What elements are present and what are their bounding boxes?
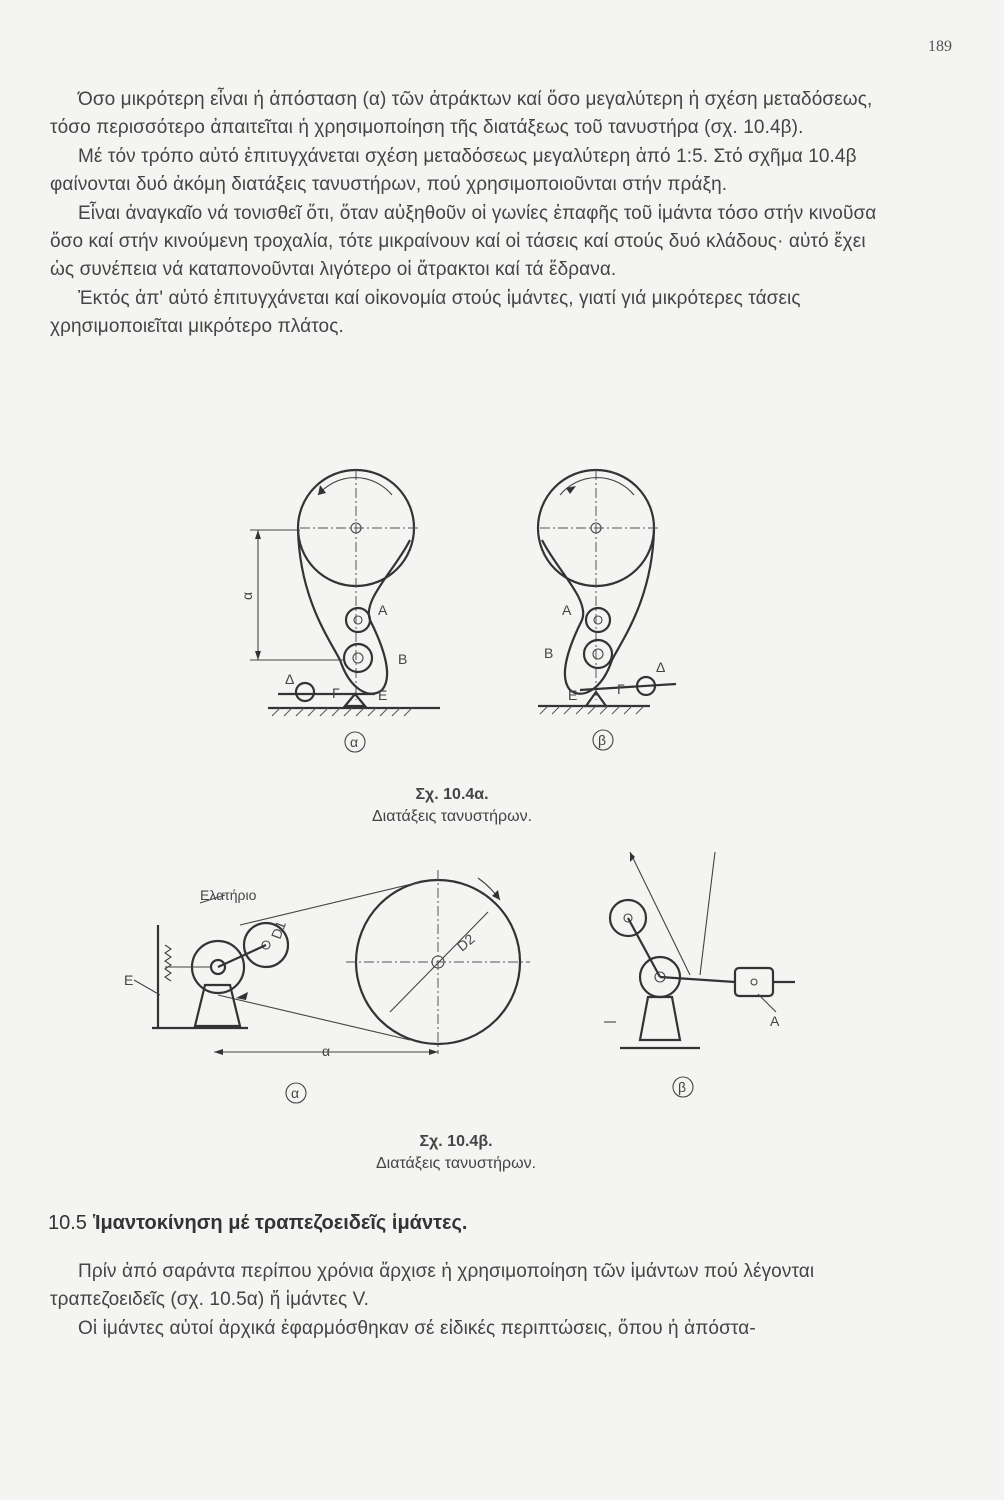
caption-number: Σχ. 10.4α.: [415, 786, 489, 803]
lever: [660, 977, 735, 982]
label-D: Δ: [285, 671, 295, 687]
section-heading: [48, 1212, 467, 1235]
label-alpha: α: [239, 591, 255, 600]
bearing-stand: [195, 985, 240, 1026]
section-title: Ἱμαντοκίνηση μέ τραπεζοειδεῖς ἱμάντες.: [92, 1212, 468, 1234]
caption-title: Διατάξεις τανυστήρων.: [375, 1155, 537, 1172]
label-A: A: [562, 602, 572, 618]
belt-right: [700, 852, 715, 975]
tension-pulley: [586, 608, 610, 632]
figure-caption-10-4a: [302, 784, 602, 828]
counterweight: [735, 968, 773, 996]
belt-lower: [218, 995, 410, 1040]
belt-upper: [240, 882, 420, 925]
label-D1: D1: [267, 918, 289, 942]
label-E: E: [378, 687, 388, 703]
label-G: Γ: [332, 685, 340, 701]
tensioner-diagram-a: [239, 470, 440, 752]
label-D2: D2: [453, 930, 478, 955]
pivot-support: [345, 694, 365, 706]
label-E: E: [124, 972, 134, 988]
paragraph: Όσο μικρότερη εἶναι ἡ ἀπόσταση (α) τῶν ἀτράκτων καί ὅσο μεγαλύτερη ἡ σχέση μεταδόσεως, τόσο περισσότερο ἀπαιτεῖται ἡ χρησιμοποίηση τῆς διατάξεως τοῦ τανυστήρα (σχ. 10.4β).: [50, 89, 873, 139]
spring-tensioner-diagram: [124, 870, 530, 1103]
label-A: A: [378, 602, 388, 618]
figure-caption-10-4b: [306, 1131, 606, 1175]
paragraph: Μέ τόν τρόπο αὐτό ἐπιτυγχάνεται σχέση μεταδόσεως μεγαλύτερη ἀπό 1:5. Στό σχῆμα 10.4β φαίνονται δυό ἀκόμη διατάξεις τανυστήρων, πού χρησιμοποιοῦνται στήν πράξη.: [50, 145, 857, 196]
tensioner-diagram-b: [538, 470, 676, 750]
section-number: 10.5: [48, 1212, 87, 1234]
label-B: B: [544, 645, 554, 661]
spring: [165, 945, 171, 981]
rotation-arrow: [318, 478, 392, 495]
paragraph: Πρίν ἀπό σαράντα περίπου χρόνια ἄρχισε ἡ χρησιμοποίηση τῶν ἱμάντων πού λέγονται τραπεζοειδεῖς (σχ. 10.5α) ἤ ἱμάντες V.: [50, 1261, 815, 1311]
body-text-bottom: [50, 1258, 880, 1343]
bearing-stand: [640, 997, 680, 1040]
paragraph: Εἶναι ἀναγκαῖο νά τονισθεῖ ὅτι, ὅταν αὐξηθοῦν οἱ γωνίες ἐπαφῆς τοῦ ἱμάντα τόσο στήν κινοῦσα ὅσο καί στήν κινούμενη τροχαλία, τότε μικραίνουν καί οἱ τάσεις καί στούς δυό κλάδους· αὐτό ἔχει ὡς συνέπεια νά καταπονοῦνται λιγότερο οἱ ἄτρακτοι καί τά ἕδρανα.: [50, 202, 877, 281]
label-G: Γ: [617, 681, 625, 697]
tension-pulley: [346, 608, 370, 632]
panel-label-a: α: [350, 734, 359, 750]
label-B: B: [398, 651, 408, 667]
caption-number: Σχ. 10.4β.: [419, 1133, 493, 1150]
label-spring: Ελατήριο: [200, 887, 257, 903]
belt: [542, 530, 654, 694]
caption-title: Διατάξεις τανυστήρων.: [371, 808, 533, 825]
label-A: A: [770, 1013, 780, 1029]
label-alpha: α: [322, 1043, 331, 1059]
paragraph: Ἐκτός ἀπ' αὐτό ἐπιτυγχάνεται καί οἰκονομία στούς ἱμάντες, γιατί γιά μικρότερες τάσεις χρησιμοποιεῖται μικρότερο πλάτος.: [50, 287, 801, 338]
panel-label-a: α: [291, 1085, 300, 1101]
label-E: E: [568, 687, 578, 703]
belt: [298, 530, 410, 694]
weight: [296, 683, 314, 701]
driven-pulley: [344, 644, 372, 672]
tension-arm: [218, 945, 266, 967]
weight-tensioner-diagram: [604, 852, 795, 1097]
panel-label-b: β: [598, 732, 607, 748]
page-number: 189: [928, 38, 952, 55]
paragraph: Οἱ ἱμάντες αὐτοί ἀρχικά ἐφαρμόσθηκαν σέ εἰδικές περιπτώσεις, ὅπου ἡ ἀπόστα-: [78, 1317, 756, 1339]
label-D: Δ: [656, 659, 666, 675]
panel-label-b: β: [678, 1079, 687, 1095]
driven-pulley: [584, 640, 612, 668]
